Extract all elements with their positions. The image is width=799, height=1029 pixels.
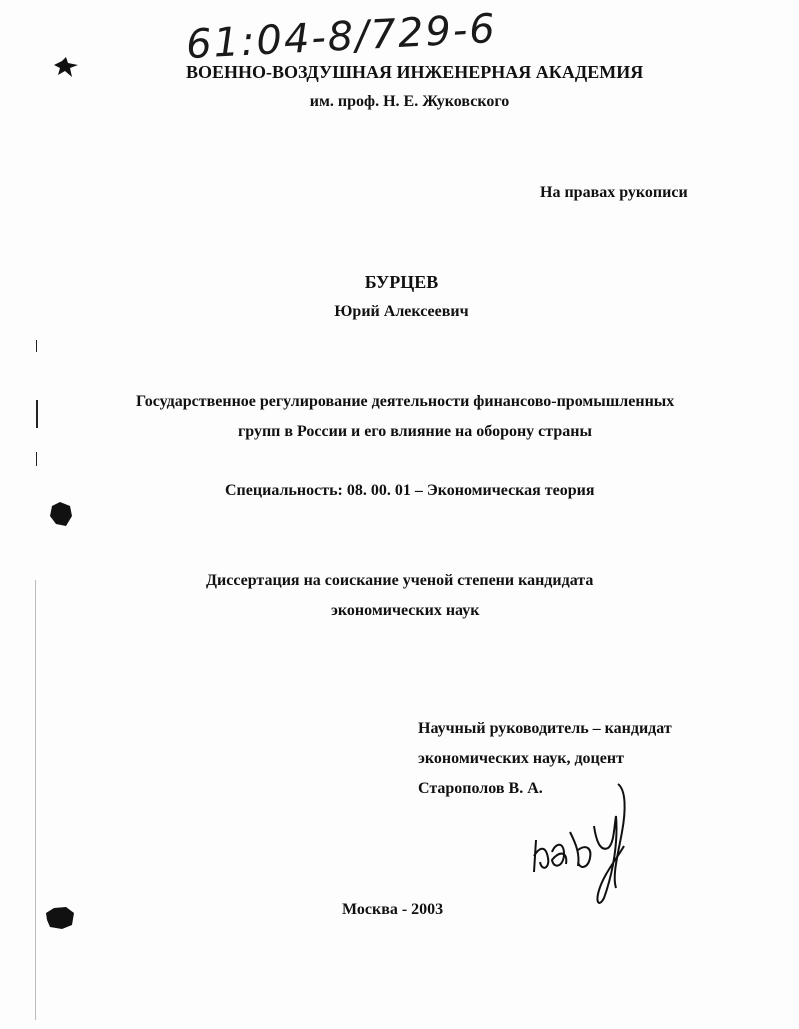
author-surname: БУРЦЕВ [364, 272, 439, 292]
supervisor-line1: Научный руководитель – кандидат [418, 720, 672, 737]
dissertation-title-line1: Государственное регулирование деятельности финансово-промышленных [136, 393, 675, 410]
scan-line [36, 340, 37, 352]
binder-mark-icon [48, 500, 74, 528]
academy-named-after: им. проф. Н. Е. Жуковского [309, 93, 510, 110]
author-given-names: Юрий Алексеевич [334, 303, 469, 320]
scan-line [36, 400, 38, 428]
city-year: Москва - 2003 [342, 901, 444, 918]
binder-mark-icon [52, 55, 80, 81]
specialty: Специальность: 08. 00. 01 – Экономическая теория [225, 482, 595, 499]
archive-code: 61:04-8/729-6 [185, 5, 498, 69]
scan-line [35, 580, 36, 1020]
scan-line [36, 452, 37, 466]
degree-line2: экономических наук [331, 602, 480, 619]
dissertation-title-line2: групп в России и его влияние на оборону страны [238, 423, 592, 440]
supervisor-signature [530, 780, 640, 910]
academy-name: ВОЕННО-ВОЗДУШНАЯ ИНЖЕНЕРНАЯ АКАДЕМИЯ [186, 62, 644, 82]
degree-line1: Диссертация на соискание ученой степени кандидата [206, 572, 594, 589]
binder-mark-icon [44, 905, 76, 931]
supervisor-line3: Старополов В. А. [418, 780, 543, 797]
rights-note: На правах рукописи [540, 184, 688, 201]
supervisor-line2: экономических наук, доцент [418, 750, 624, 767]
